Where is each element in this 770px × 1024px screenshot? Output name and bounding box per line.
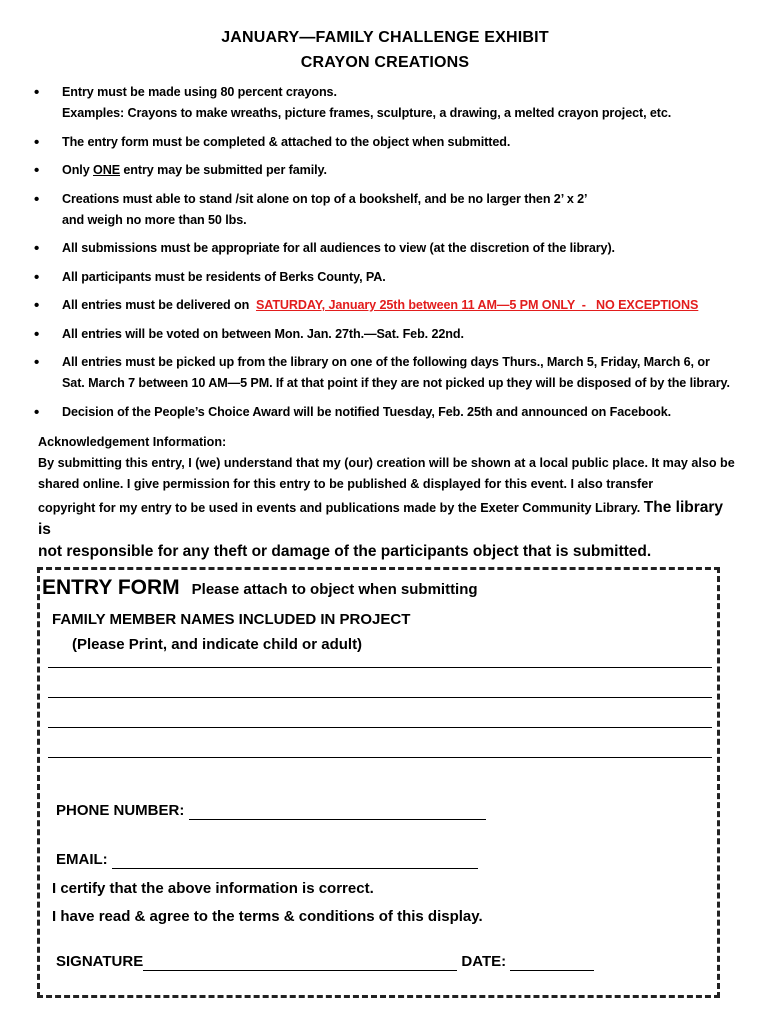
date-label: DATE: — [461, 953, 507, 970]
rule-text: Entry must be made using 80 percent crayons. — [62, 85, 337, 99]
entry-form-header — [42, 576, 478, 600]
phone-input-line[interactable] — [189, 802, 486, 820]
delivery-deadline: SATURDAY, January 25th between 11 AM—5 PM ONLY - NO EXCEPTIONS — [255, 298, 699, 312]
signature-label: SIGNATURE — [56, 953, 144, 970]
ack-text-large: not responsible for any theft or damage of the participants object that is submitted. — [38, 543, 652, 560]
ack-text: By submitting this entry, I (we) understand that my (our) creation will be shown at a local public place. It may also be shared online. I give permission for this entry to be published & displayed for this event. I also transfer — [38, 456, 735, 491]
name-line-2[interactable] — [48, 697, 712, 698]
list-item — [34, 352, 744, 394]
email-label: EMAIL: — [56, 851, 108, 868]
agree-statement: I have read & agree to the terms & conditions of this display. — [52, 908, 483, 925]
ack-text-large: The library is — [38, 499, 724, 538]
rule-text: Decision of the People’s Choice Award will be notified Tuesday, Feb. 25th and announced on Facebook. — [62, 404, 672, 419]
list-item — [34, 160, 744, 181]
family-hint: (Please Print, and indicate child or adult) — [72, 636, 363, 653]
certify-statement: I certify that the above information is correct. — [52, 880, 374, 897]
rules-list — [34, 82, 744, 430]
name-line-3[interactable] — [48, 727, 712, 728]
page-title: JANUARY—FAMILY CHALLENGE EXHIBIT — [221, 29, 549, 46]
rule-emphasis: ONE — [93, 163, 120, 177]
rule-text: The entry form must be completed & attached to the object when submitted. — [62, 134, 511, 149]
rule-text: Sat. March 7 between 10 AM—5 PM. If at that point if they are not picked up they will be disposed of by the library. — [62, 376, 730, 390]
email-field — [56, 851, 478, 869]
list-item — [34, 402, 744, 423]
date-input-line[interactable] — [510, 953, 594, 971]
ack-text: copyright for my entry to be used in events and publications made by the Exeter Community Library. — [38, 501, 644, 515]
rule-text: entry may be submitted per family. — [120, 163, 327, 177]
phone-label: PHONE NUMBER: — [56, 802, 185, 819]
list-item — [34, 82, 744, 124]
acknowledgement-section — [38, 432, 738, 562]
signature-row — [56, 953, 594, 971]
name-line-1[interactable] — [48, 667, 712, 668]
rule-text: All entries must be delivered on — [62, 298, 256, 312]
signature-input-line[interactable] — [143, 953, 457, 971]
name-line-4[interactable] — [48, 757, 712, 758]
list-item — [34, 189, 744, 231]
family-label: FAMILY MEMBER NAMES INCLUDED IN PROJECT — [52, 611, 411, 628]
rule-text: and weigh no more than 50 lbs. — [62, 212, 247, 227]
entry-form-border — [37, 567, 720, 998]
list-item — [34, 267, 744, 288]
email-input-line[interactable] — [112, 851, 478, 869]
rule-text: All participants must be residents of Berks County, PA. — [62, 269, 386, 284]
entry-form-title: ENTRY FORM — [42, 576, 180, 599]
list-item — [34, 324, 744, 345]
list-item — [34, 295, 744, 316]
phone-field — [56, 802, 486, 820]
rule-text: Creations must able to stand /sit alone on top of a bookshelf, and be no larger then 2’ x 2’ — [62, 191, 588, 206]
rule-text: All entries must be picked up from the library on one of the following days Thurs., March 5, Friday, March 6, or — [62, 355, 710, 369]
list-item — [34, 238, 744, 259]
ack-heading: Acknowledgement Information: — [38, 435, 227, 449]
entry-form-subtitle: Please attach to object when submitting — [191, 581, 478, 598]
rule-text: All entries will be voted on between Mon. Jan. 27th.—Sat. Feb. 22nd. — [62, 326, 464, 341]
page-subtitle: CRAYON CREATIONS — [300, 54, 470, 71]
list-item — [34, 132, 744, 153]
rule-text: Examples: Crayons to make wreaths, picture frames, sculpture, a drawing, a melted crayon project, etc. — [62, 106, 672, 120]
rule-text: All submissions must be appropriate for all audiences to view (at the discretion of the library). — [62, 241, 615, 255]
rule-text: Only — [62, 163, 93, 177]
